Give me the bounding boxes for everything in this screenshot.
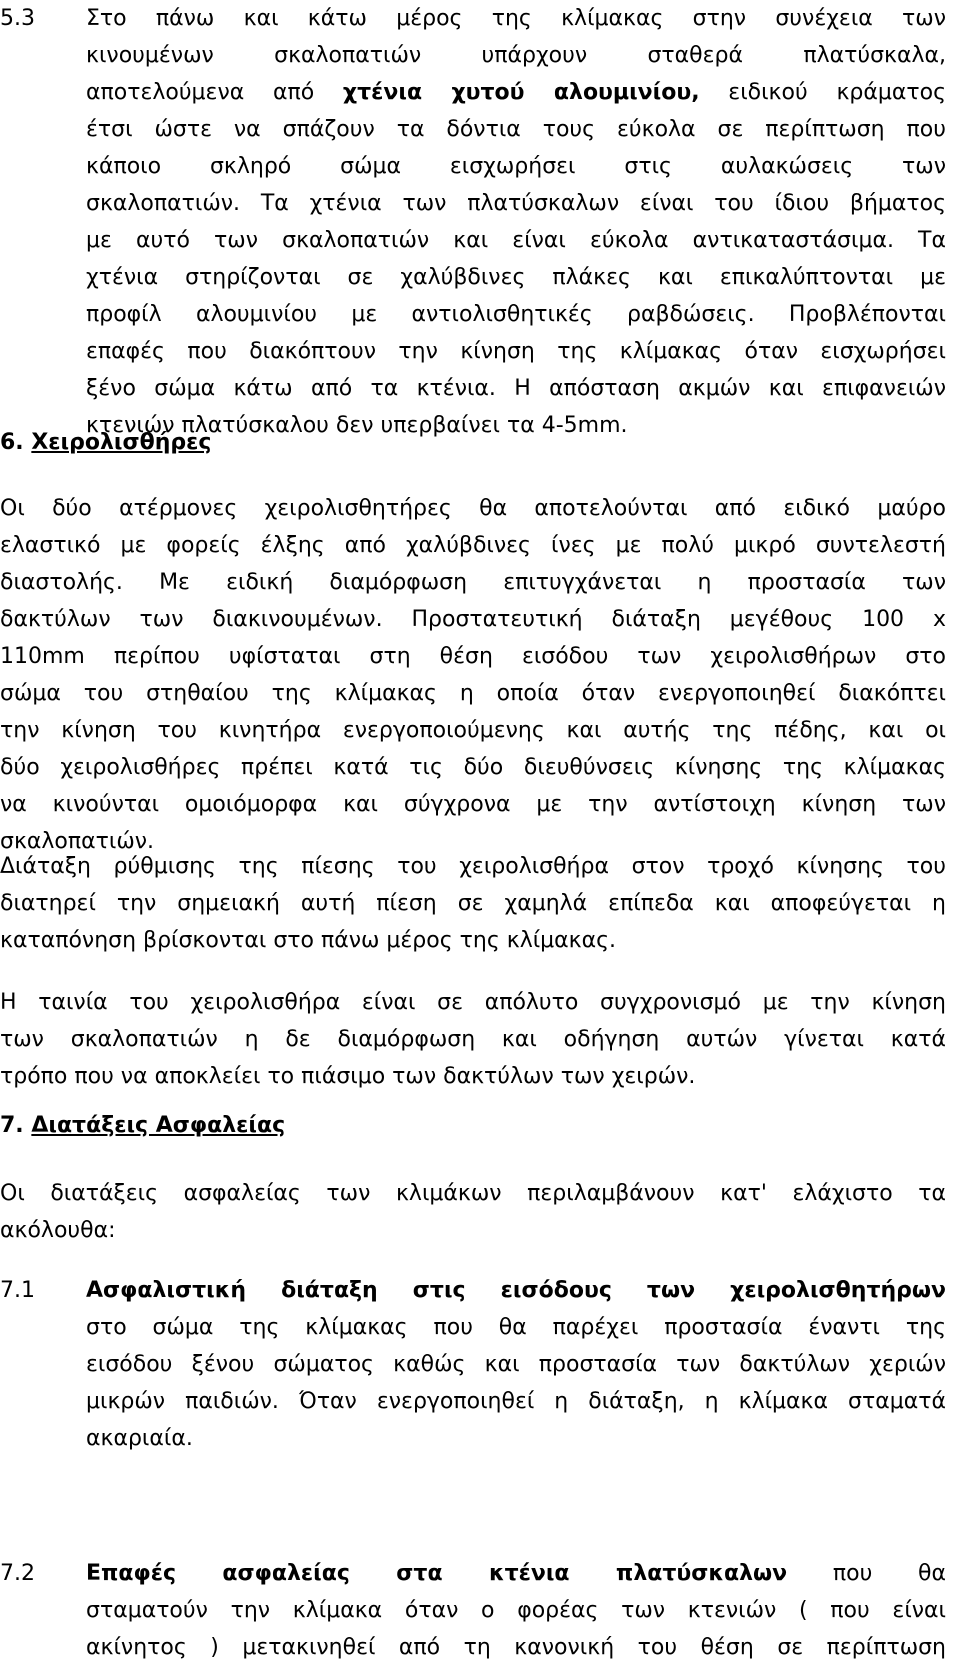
text-line: τρόπο που να αποκλείει το πιάσιμο των δακτύλων των χειρών. <box>0 1064 696 1089</box>
text-line: χτένια στηρίζονται σε χαλύβδινες πλάκες και επικαλύπτονται με <box>86 265 946 290</box>
section-title: Διατάξεις Ασφαλείας <box>31 1113 286 1138</box>
text-line: ακόλουθα: <box>0 1218 116 1243</box>
text-line: στο σώμα της κλίμακας που θα παρέχει προστασία έναντι της <box>86 1315 946 1340</box>
text-line: με αυτό των σκαλοπατιών και είναι εύκολα αντικαταστάσιμα. Τα <box>86 228 946 253</box>
paragraph <box>0 984 946 1095</box>
section-heading-6 <box>0 424 211 461</box>
text-line <box>86 74 946 111</box>
item-text <box>86 0 946 444</box>
text-line: την κίνηση του κινητήρα ενεργοποιούμενης και αυτής της πέδης, και οι <box>0 718 946 743</box>
section-number: 6. <box>0 430 24 455</box>
section-number: 7. <box>0 1113 24 1138</box>
text-line: σταματούν την κλίμακα όταν ο φορέας των κτενιών ( που είναι <box>86 1598 946 1623</box>
bold-term: Επαφές ασφαλείας στα κτένια πλατύσκαλων <box>86 1561 788 1586</box>
text-run: που θα <box>787 1561 947 1586</box>
text-line: σκαλοπατιών. Τα χτένια των πλατύσκαλων είναι του ίδιου βήματος <box>86 191 946 216</box>
text-line: διαστολής. Με ειδική διαμόρφωση επιτυγχάνεται η προστασία των <box>0 570 946 595</box>
paragraph <box>0 848 946 959</box>
paragraph <box>0 490 946 860</box>
text-line: κτενιών πλατύσκαλου δεν υπερβαίνει τα 4-5mm. <box>86 413 628 438</box>
text-line: να κινούνται ομοιόμορφα και σύγχρονα με την αντίστοιχη κίνηση των <box>0 792 946 817</box>
text-line: Οι διατάξεις ασφαλείας των κλιμάκων περιλαμβάνουν κατ' ελάχιστο τα <box>0 1181 946 1206</box>
text-run: ειδικού κράματος <box>699 80 946 105</box>
text-line: δύο χειρολισθήρες πρέπει κατά τις δύο διευθύνσεις κίνησης της κλίμακας <box>0 755 946 780</box>
text-line: κάποιο σκληρό σώμα εισχωρήσει στις αυλακώσεις των <box>86 154 946 179</box>
text-line: των σκαλοπατιών η δε διαμόρφωση και οδήγηση αυτών γίνεται κατά <box>0 1027 946 1052</box>
text-line: Στο πάνω και κάτω μέρος της κλίμακας στην συνέχεια των <box>86 6 946 31</box>
text-line: ακαριαία. <box>86 1426 193 1451</box>
text-line: Οι δύο ατέρμονες χειρολισθητήρες θα αποτελούνται από ειδικό μαύρο <box>0 496 946 521</box>
text-line: ελαστικό με φορείς έλξης από χαλύβδινες ίνες με πολύ μικρό συντελεστή <box>0 533 946 558</box>
text-line: διατηρεί την σημειακή αυτή πίεση σε χαμηλά επίπεδα και αποφεύγεται η <box>0 891 946 916</box>
text-line: μικρών παιδιών. Όταν ενεργοποιηθεί η διάταξη, η κλίμακα σταματά <box>86 1389 946 1414</box>
text-line: Η ταινία του χειρολισθήρα είναι σε απόλυτο συγχρονισμό με την κίνηση <box>0 990 946 1015</box>
text-line: επαφές που διακόπτουν την κίνηση της κλίμακας όταν εισχωρήσει <box>86 339 946 364</box>
text-line: προφίλ αλουμινίου με αντιολισθητικές ραβδώσεις. Προβλέπονται <box>86 302 946 327</box>
text-line: καταπόνηση βρίσκονται στο πάνω μέρος της κλίμακας. <box>0 928 617 953</box>
text-line: ακίνητος ) μετακινηθεί από τη κανονική του θέση σε περίπτωση <box>86 1635 946 1660</box>
text-line <box>86 1555 946 1592</box>
paragraph <box>0 1175 946 1249</box>
text-line: 110mm περίπου υφίσταται στη θέση εισόδου των χειρολισθήρων στο <box>0 644 946 669</box>
bold-term: χτένια χυτού αλουμινίου, <box>342 80 700 105</box>
item-text <box>86 1272 946 1457</box>
item-number: 5.3 <box>0 6 35 31</box>
text-run: αποτελούμενα από <box>86 80 343 105</box>
bold-term: Ασφαλιστική διάταξη στις εισόδους των χειρολισθητήρων <box>86 1278 946 1303</box>
section-heading-7 <box>0 1107 285 1144</box>
item-number: 7.1 <box>0 1278 35 1303</box>
text-line: σκαλοπατιών. <box>0 829 155 854</box>
text-line: σώμα του στηθαίου της κλίμακας η οποία όταν ενεργοποιηθεί διακόπτει <box>0 681 946 706</box>
text-line: κινουμένων σκαλοπατιών υπάρχουν σταθερά πλατύσκαλα, <box>86 43 946 68</box>
text-line: έτσι ώστε να σπάζουν τα δόντια τους εύκολα σε περίπτωση που <box>86 117 946 142</box>
item-number: 7.2 <box>0 1561 35 1586</box>
text-line: δακτύλων των διακινουμένων. Προστατευτική διάταξη μεγέθους 100 x <box>0 607 946 632</box>
text-line: εισόδου ξένου σώματος καθώς και προστασία των δακτύλων χεριών <box>86 1352 946 1377</box>
text-line: Διάταξη ρύθμισης της πίεσης του χειρολισθήρα στον τροχό κίνησης του <box>0 854 946 879</box>
item-text <box>86 1555 946 1666</box>
text-line: ξένο σώμα κάτω από τα κτένια. Η απόσταση ακμών και επιφανειών <box>86 376 946 401</box>
section-title: Χειρολισθήρες <box>31 430 212 455</box>
